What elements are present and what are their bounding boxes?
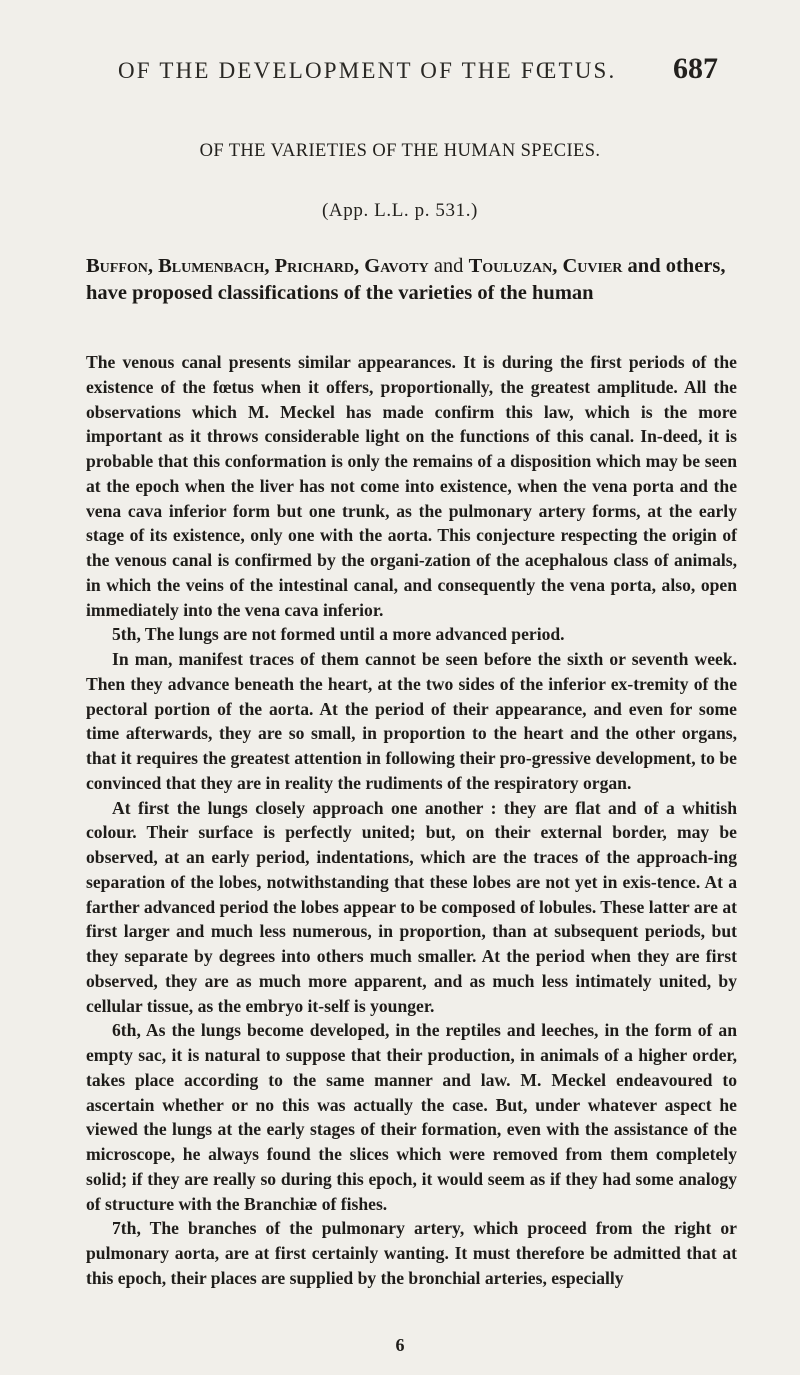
running-title: OF THE DEVELOPMENT OF THE FŒTUS.: [118, 58, 617, 83]
paragraph-lungs-traces: In man, manifest traces of them cannot be seen before the sixth or seventh week. Then they advance beneath the heart, at the two sides of the inferior ex-tremity of the pectoral portion of the aorta. At the period of their appearance, and even for some time afterwards, they are so small, in proportion to the heart and the other organs, that it requires the greatest attention in following their pro-gressive development, to be convinced that they are in reality the rudiments of the respiratory organ.: [86, 649, 737, 793]
body-text: [86, 350, 737, 1291]
intro-names-2: Touluzan, Cuvier: [468, 255, 623, 277]
section-intro: [86, 253, 736, 307]
paragraph-pulmonary-artery: 7th, The branches of the pulmonary artery, which proceed from the right or pulmonary aorta, are at first certainly wanting. It must therefore be admitted that at this epoch, their places are supplied by the bronchial arteries, especially: [86, 1218, 737, 1288]
signature-mark: 6: [395, 1335, 405, 1355]
intro-names: Buffon, Blumenbach, Prichard, Gavoty: [86, 255, 429, 277]
page-number: 687: [673, 52, 718, 85]
paragraph-lungs-developed: 6th, As the lungs become developed, in the reptiles and leeches, in the form of an empty sac, it is natural to suppose that their production, in animals of a higher order, takes place according to the same manner and law. M. Meckel endeavoured to ascertain whether or no this was actually the case. But, under whatever aspect he viewed the lungs at the early stages of their formation, even with the assistance of the microscope, he always found the slices which were removed from them completely solid; if they are really so during this epoch, it would seem as if they had some analogy of structure with the Branchiæ of fishes.: [86, 1020, 737, 1214]
intro-and: and: [428, 255, 469, 277]
paragraph-venous-canal: The venous canal presents similar appearances. It is during the first periods of the existence of the fœtus when it offers, proportionally, the greatest amplitude. All the observations which M. Meckel has made confirm this law, which is the more important as it throws considerable light on the functions of this canal. In-deed, it is probable that this conformation is only the remains of a disposition which may be seen at the epoch when the liver has not come into existence, when the vena porta and the vena cava inferior form but one trunk, as the pulmonary artery forms, at the early stage of its existence, only one with the aorta. This conjecture respecting the origin of the venous canal is confirmed by the organi-zation of the acephalous class of animals, in which the veins of the intestinal canal, and consequently the vena porta, also, open immediately into the vena cava inferior.: [86, 352, 737, 620]
paragraph-lungs-formed: 5th, The lungs are not formed until a more advanced period.: [112, 624, 565, 645]
section-title: OF THE VARIETIES OF THE HUMAN SPECIES.: [199, 141, 601, 161]
intro-rest: and others, have proposed classifications of the varieties of the human: [86, 255, 726, 304]
appendix-reference: (App. L.L. p. 531.): [322, 200, 478, 221]
paragraph-lungs-approach: At first the lungs closely approach one another : they are flat and of a whitish colour. Their surface is perfectly united; but, on their external border, may be observed, at an early period, indentations, which are the traces of the approach-ing separation of the lobes, notwithstanding that these lobes are not yet in exis-tence. At a farther advanced period the lobes appear to be composed of lobules. These latter are at first larger and much less numerous, in proportion, than at subsequent periods, but they separate by degrees into others much smaller. At the period when they are first observed, they are as much more apparent, and as much less intimately united, by cellular tissue, as the embryo it-self is younger.: [86, 797, 737, 1016]
running-head: [118, 52, 718, 86]
